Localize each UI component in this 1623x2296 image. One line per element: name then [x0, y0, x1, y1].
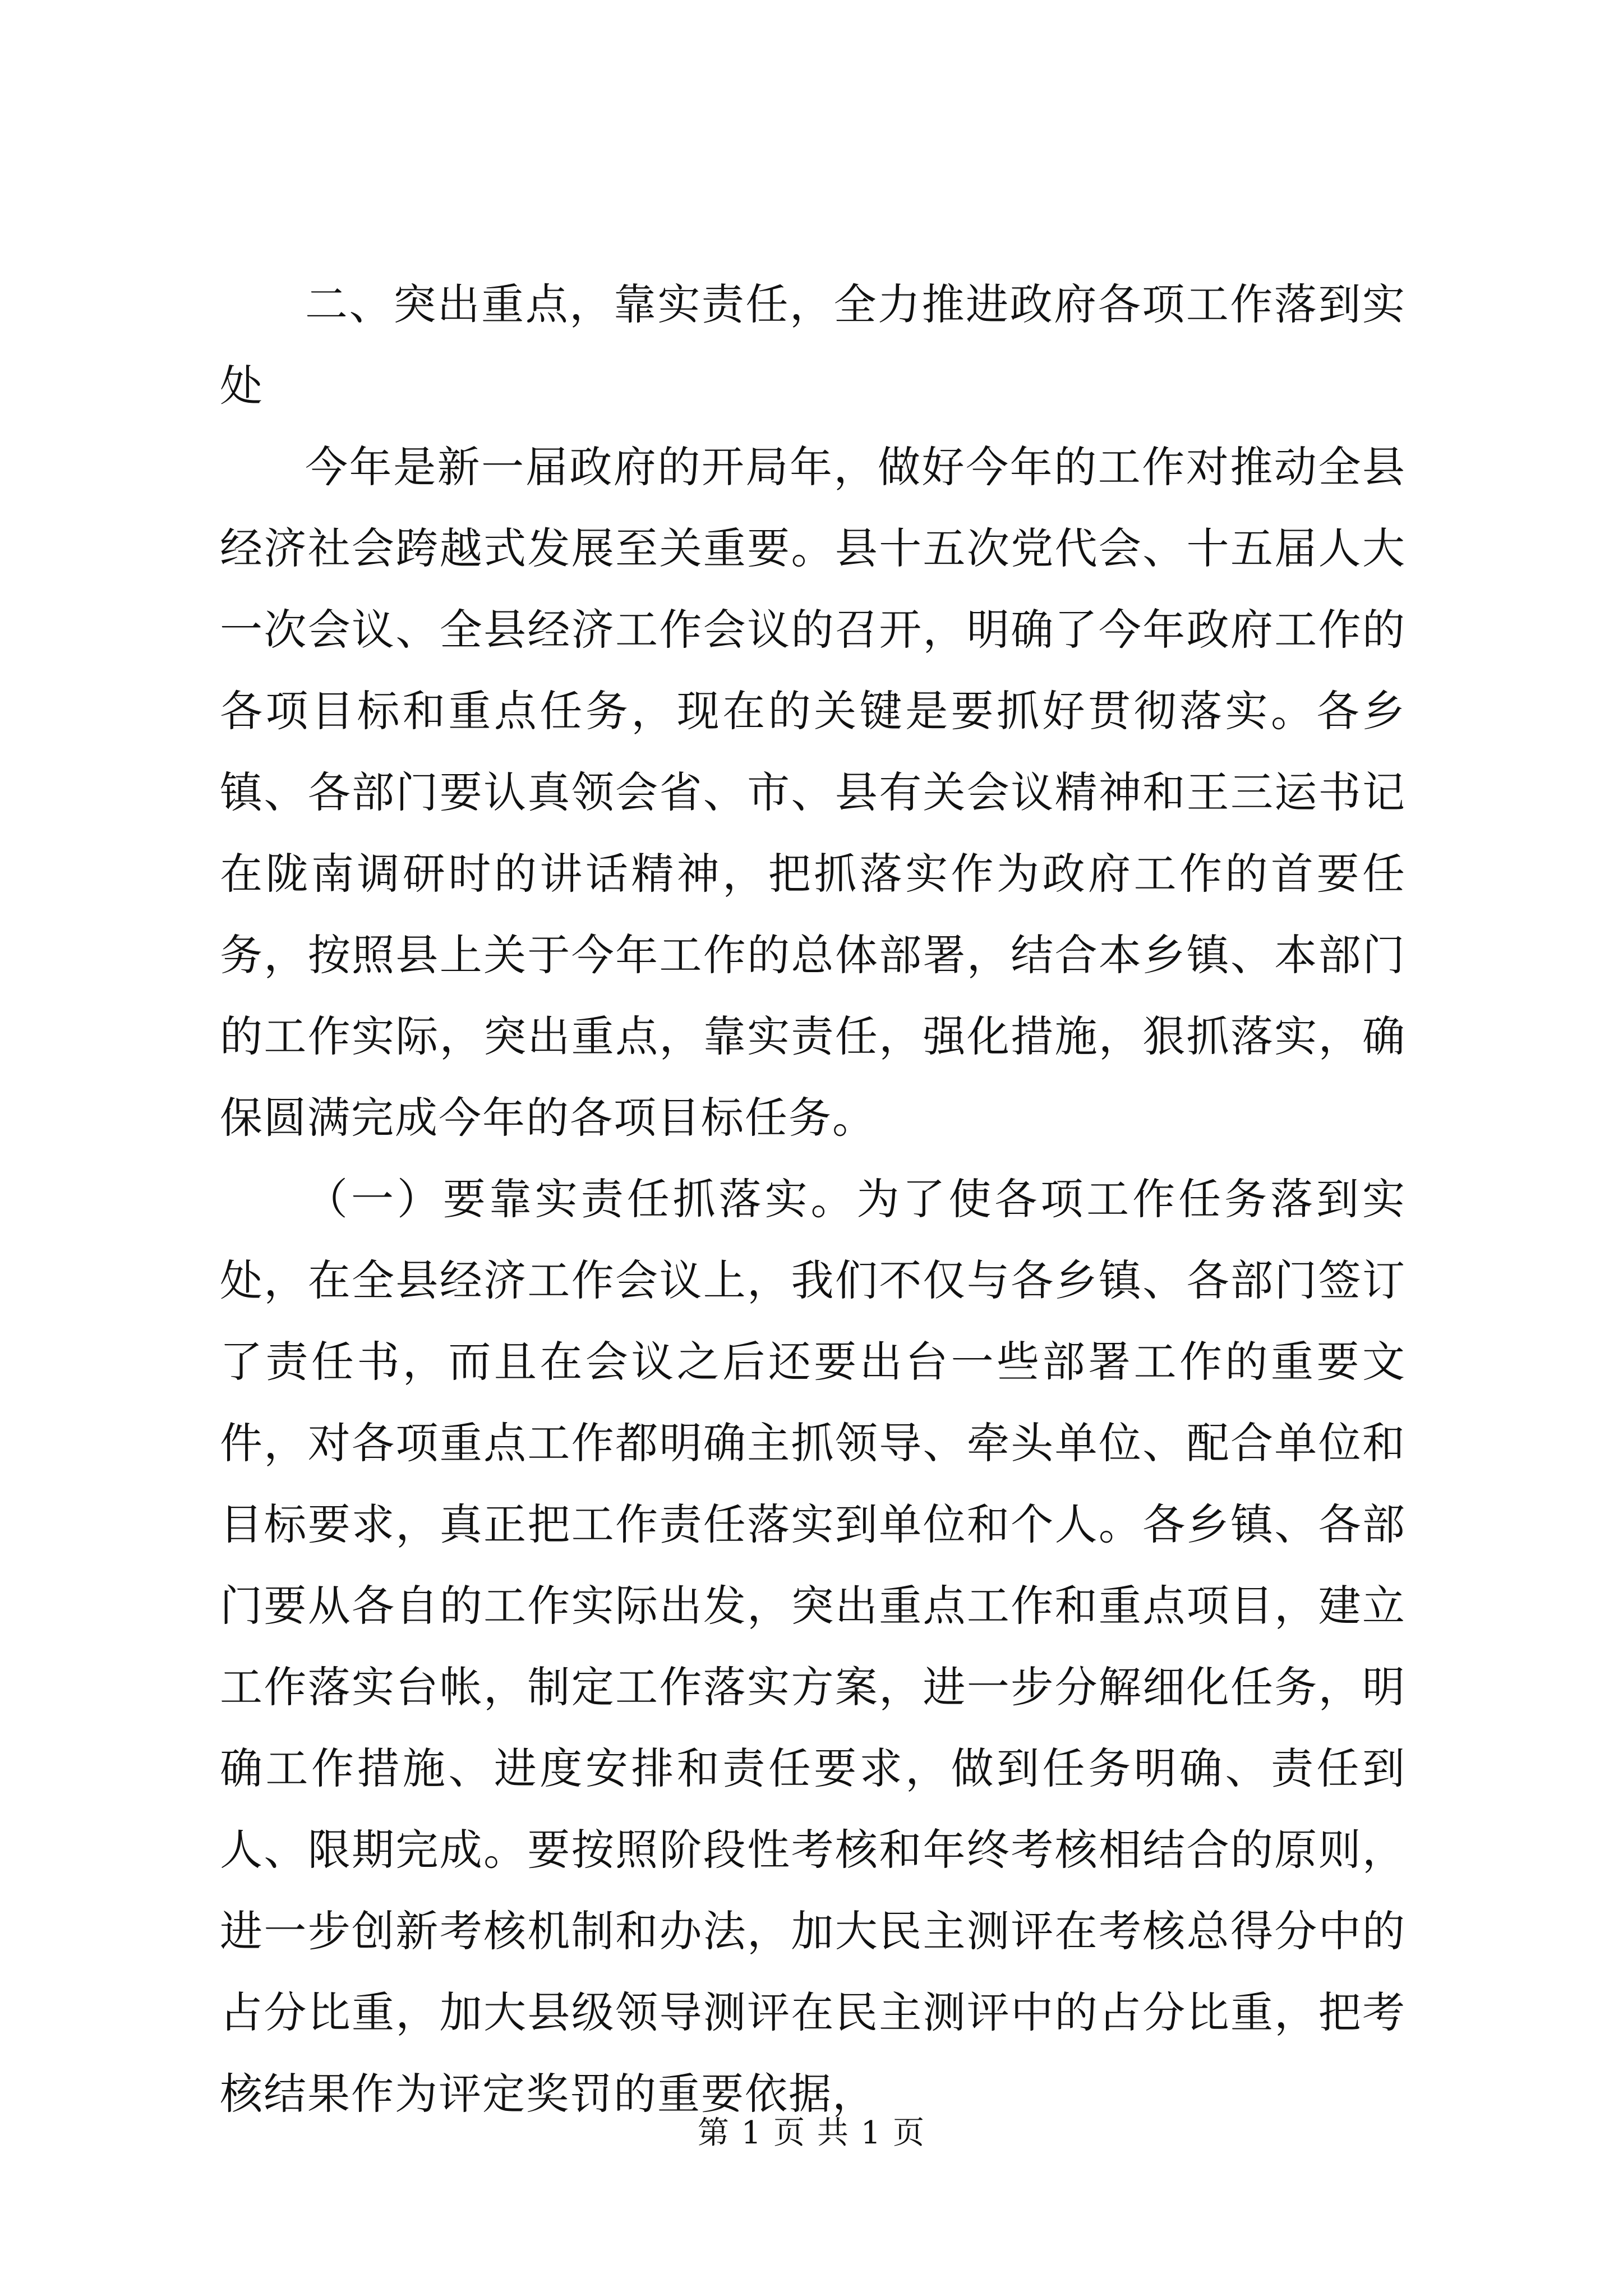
section-heading: 二、突出重点，靠实责任，全力推进政府各项工作落到实处 [220, 279, 1406, 411]
page-footer: 第 1 页 共 1 页 [697, 2115, 926, 2151]
document-body [220, 264, 1406, 2134]
paragraph: 今年是新一届政府的开局年，做好今年的工作对推动全县经济社会跨越式发展至关重要。县十五次党代会、十五届人大一次会议、全县经济工作会议的召开，明确了今年政府工作的各项目标和重点任务，现在的关键是要抓好贯彻落实。各乡镇、各部门要认真领会省、市、县有关会议精神和王三运书记在陇南调研时的讲话精神，把抓落实作为政府工作的首要任务，按照县上关于今年工作的总体部署，结合本乡镇、本部门的工作实际，突出重点，靠实责任，强化措施，狠抓落实，确保圆满完成今年的各项目标任务。 [220, 442, 1406, 1143]
paragraph: （一）要靠实责任抓落实。为了使各项工作任务落到实处，在全县经济工作会议上，我们不仅与各乡镇、各部门签订了责任书，而且在会议之后还要出台一些部署工作的重要文件，对各项重点工作都明确主抓领导、牵头单位、配合单位和目标要求，真正把工作责任落实到单位和个人。各乡镇、各部门要从各自的工作实际出发，突出重点工作和重点项目，建立工作落实台帐，制定工作落实方案，进一步分解细化任务，明确工作措施、进度安排和责任要求，做到任务明确、责任到人、限期完成。要按照阶段性考核和年终考核相结合的原则，进一步创新考核机制和办法，加大民主测评在考核总得分中的占分比重，加大县级领导测评在民主测评中的占分比重，把考核结果作为评定奖罚的重要依据， [220, 1174, 1406, 2119]
